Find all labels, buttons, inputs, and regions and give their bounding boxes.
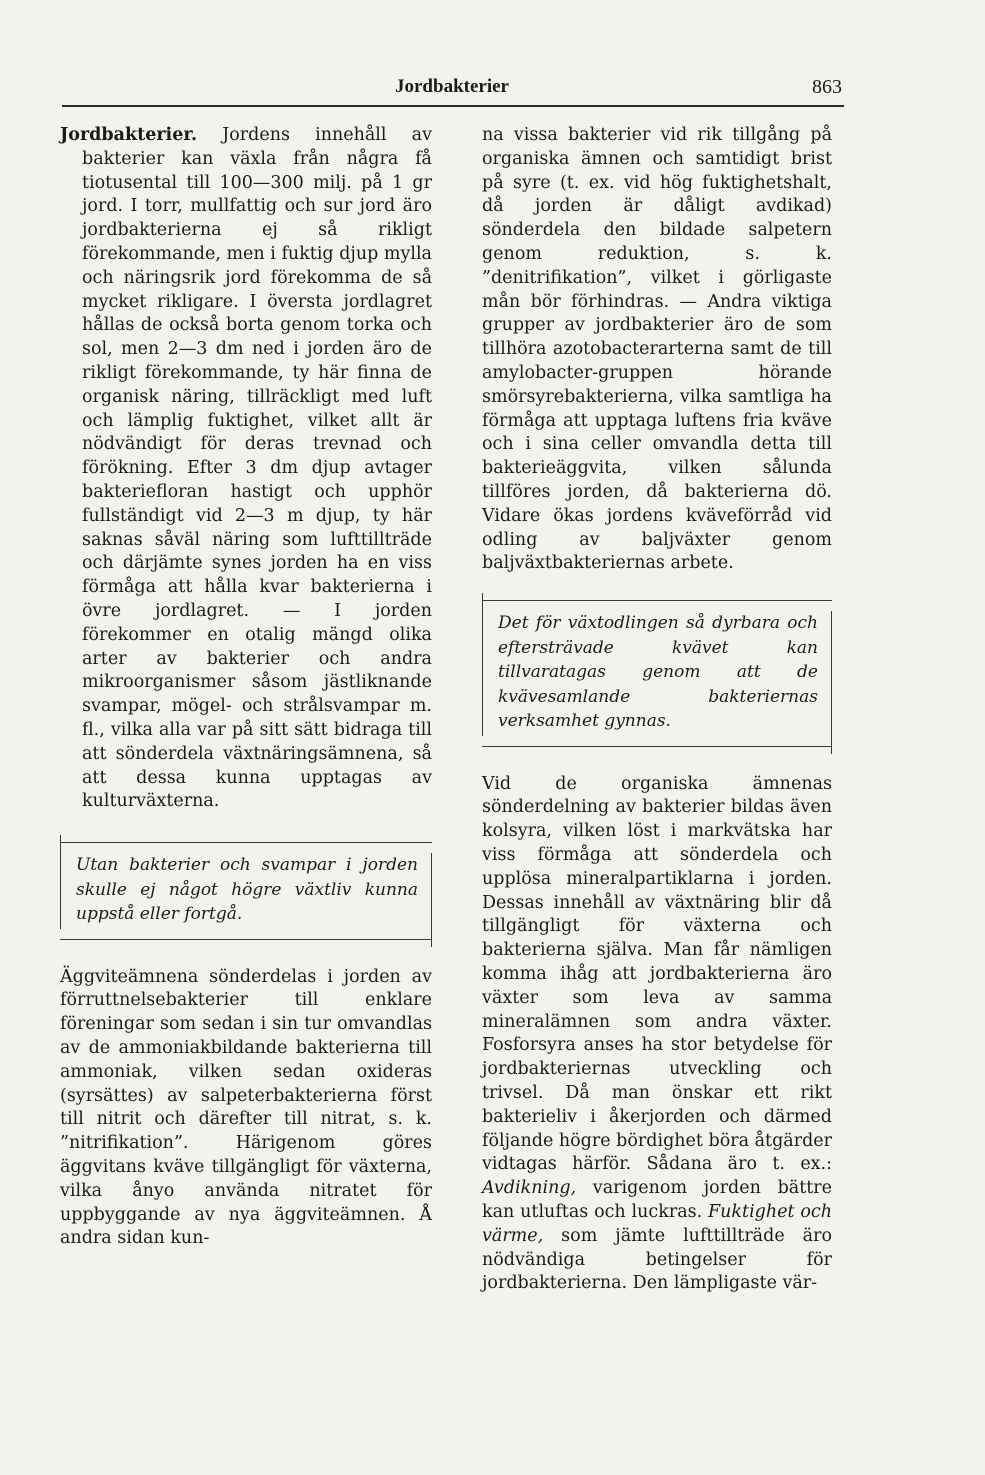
article-paragraph-2: Äggviteämnena sönderdelas i jorden av förruttnelsebakterier till enklare föreningar som sedan i sin tur omvandlas av de ammoniakbildande bakterierna till ammoniak, vilken sedan oxideras (syrsättes) av salpeterbakterierna först till nitrit och därefter till nitrat, s. k. ”nitrifikation”. Härigenom göres äggvitans kväve tillgängligt för växterna, vilka ånyo använda nitratet för uppbyggande av nya äggviteämnen. Å andra sidan kun- [60, 966, 432, 1249]
term-avdikning: Avdikning, [482, 1178, 577, 1199]
term-fuktighet-och-varme: Fuktighet och värme, [482, 1201, 832, 1246]
article-lead-term: Jordbakterier. [60, 125, 198, 145]
running-header [62, 76, 842, 102]
callout-box-left: Utan bakterier och svampar i jorden skulle ej något högre växtliv kunna uppstå eller fortgå. [60, 842, 432, 940]
article-paragraph-1 [60, 124, 432, 814]
header-rule [62, 105, 844, 107]
left-column [60, 124, 432, 1251]
right-column [482, 124, 832, 1296]
paragraph-4-text: Vid de organiska ämnenas sönderdelning av bakterier bildas även kolsyra, vilken löst i markvätska har viss förmåga att sönderdela och upplösa mineralpartiklarna i jorden. Dessas innehåll av växtnäring blir då tillgängligt för växterna och bakterierna själva. Man får nämligen komma ihåg att jordbakterierna äro växter som leva av samma mineralämnen som andra växter. Fosforsyra anses ha stor betydelse för jordbakteriernas utveckling och trivsel. Då man önskar ett rikt bakterieliv i åkerjorden och därmed följande högre bördighet böra åtgärder vidtagas härför. Sådana äro t. ex.: [482, 773, 832, 1175]
article-body-text: Jordens innehåll av bakterier kan växla från några få tiotusental till 100—300 milj. på 1 gr jord. I torr, mullfattig och sur jord äro jordbakterierna ej så rikligt förekommande, men i fuktig djup mylla och näringsrik jord förekomma de så mycket rikligare. I översta jordlagret hållas de också borta genom torka och sol, men 2—3 dm ned i jorden äro de rikligt förekommande, ty här finna de organisk näring, tillräckligt med luft och lämplig fuktighet, vilket allt är nödvändigt för deras trevnad och förökning. Efter 3 dm djup avtager bakteriefloran hastigt och upphör fullständigt vid 2—3 m djup, ty här saknas såväl näring som lufttillträde och därjämte synes jorden ha en viss förmåga att hålla kvar bakterierna i övre jordlagret. — I jorden förekommer en otalig mängd olika arter av bakterier och andra mikroorganismer såsom jästliknande svampar, mögel- och strålsvampar m. fl., vilka alla var på sitt sätt bidraga till att sönderdela växtnäringsämnena, så att dessa kunna upptagas av kulturväxterna. [82, 125, 432, 812]
paragraph-4-text-cont: varigenom jorden bättre kan utluftas och luckras. [482, 1178, 832, 1222]
callout-box-right: Det för växtodlingen så dyrbara och eftersträvade kvävet kan tillvaratagas genom att de kvävesamlande bakteriernas verksamhet gynnas. [482, 600, 832, 747]
article-paragraph-4 [482, 773, 832, 1297]
page-number: 863 [812, 76, 842, 98]
article-paragraph-3: na vissa bakterier vid rik tillgång på organiska ämnen och samtidigt brist på syre (t. ex. vid hög fuktighetshalt, då jorden är dåligt avdikad) sönderdela den bildade salpetern genom reduktion, s. k. ”denitrifikation”, vilket i görligaste mån bör förhindras. — Andra viktiga grupper av jordbakterier äro de som tillhöra azotobacterarterna samt de till amylobacter-gruppen hörande smörsyrebakterierna, vilka samtliga ha förmåga att upptaga luftens fria kväve och i sina celler omvandla detta till bakterieäggvita, vilken sålunda tillföres jorden, då bakterierna dö. Vidare ökas jordens kväveförråd vid odling av baljväxter genom baljväxtbakteriernas arbete. [482, 125, 832, 574]
running-title: Jordbakterier [395, 76, 509, 97]
paragraph-4-text-end: som jämte lufttillträde äro nödvändiga betingelser för jordbakterierna. Den lämpligaste vär- [482, 1225, 832, 1294]
